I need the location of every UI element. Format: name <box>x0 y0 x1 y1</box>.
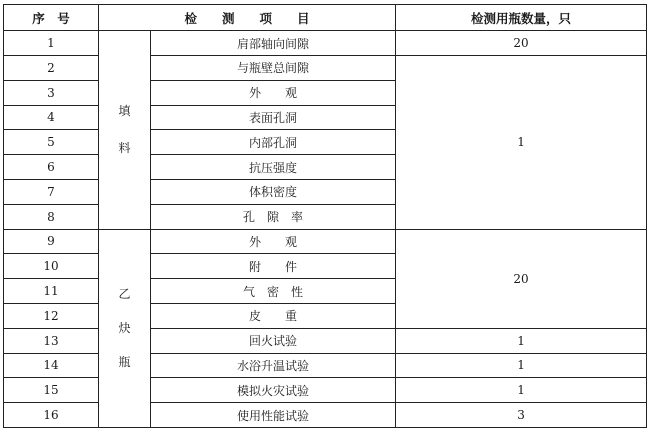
row-no: 15 <box>4 378 99 403</box>
group-char: 乙 <box>118 286 131 301</box>
header-row <box>4 5 647 31</box>
row-item: 与瓶壁总间隙 <box>151 55 396 80</box>
group-char: 填 <box>118 104 131 119</box>
row-no: 6 <box>4 155 99 180</box>
row-no: 5 <box>4 130 99 155</box>
row-item: 体积密度 <box>151 179 396 204</box>
row-no: 10 <box>4 254 99 279</box>
row-item: 模拟火灾试验 <box>151 378 396 403</box>
row-qty: 3 <box>396 403 647 428</box>
row-no: 7 <box>4 179 99 204</box>
group-label-cylinder <box>99 229 151 427</box>
group-char: 瓶 <box>118 355 131 370</box>
header-qty: 检测用瓶数量，只 <box>396 5 647 31</box>
inspection-table <box>3 4 647 428</box>
row-item: 附 件 <box>151 254 396 279</box>
row-no: 8 <box>4 204 99 229</box>
row-item: 气 密 性 <box>151 279 396 304</box>
group-label-filler <box>99 31 151 229</box>
row-qty: 1 <box>396 378 647 403</box>
row-item: 抗压强度 <box>151 155 396 180</box>
row-item: 水浴升温试验 <box>151 353 396 378</box>
row-no: 16 <box>4 403 99 428</box>
header-item: 检 测 项 目 <box>99 5 396 31</box>
row-item: 孔 隙 率 <box>151 204 396 229</box>
row-item: 回火试验 <box>151 328 396 353</box>
row-item: 肩部轴向间隙 <box>151 31 396 56</box>
row-no: 9 <box>4 229 99 254</box>
row-item: 内部孔洞 <box>151 130 396 155</box>
row-item: 外 观 <box>151 229 396 254</box>
row-item: 表面孔洞 <box>151 105 396 130</box>
row-qty: 20 <box>396 31 647 56</box>
row-no: 13 <box>4 328 99 353</box>
row-item: 外 观 <box>151 80 396 105</box>
row-no: 12 <box>4 303 99 328</box>
row-no: 4 <box>4 105 99 130</box>
row-item: 使用性能试验 <box>151 403 396 428</box>
row-no: 3 <box>4 80 99 105</box>
group-char: 料 <box>118 140 131 155</box>
merged-qty-cylinder: 20 <box>396 229 647 328</box>
row-no: 14 <box>4 353 99 378</box>
row-qty: 1 <box>396 328 647 353</box>
table-row <box>4 31 647 56</box>
row-no: 11 <box>4 279 99 304</box>
group-char: 炔 <box>118 321 131 336</box>
table-row <box>4 229 647 254</box>
row-no: 2 <box>4 55 99 80</box>
merged-qty-filler: 1 <box>396 55 647 229</box>
row-item: 皮 重 <box>151 303 396 328</box>
row-qty: 1 <box>396 353 647 378</box>
row-no: 1 <box>4 31 99 56</box>
header-no: 序 号 <box>4 5 99 31</box>
